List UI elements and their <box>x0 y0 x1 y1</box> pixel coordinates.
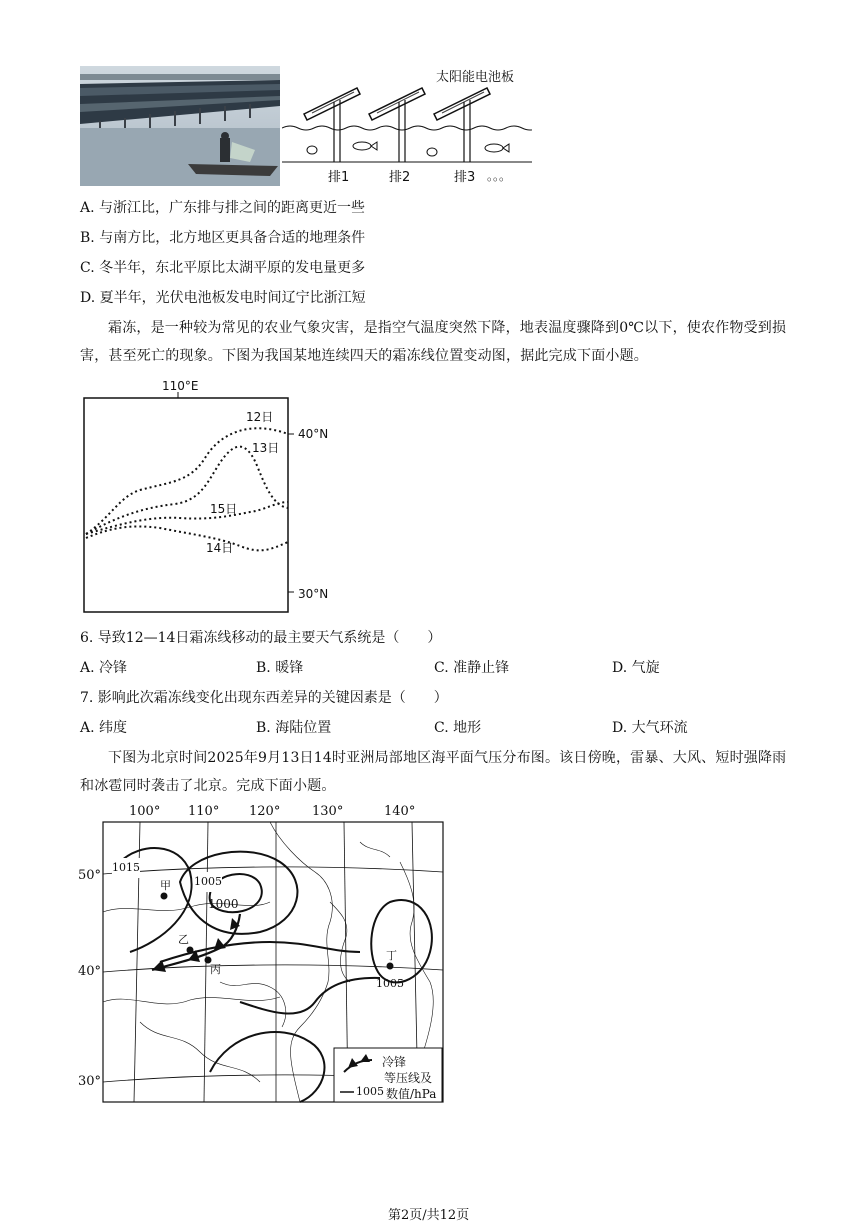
pm-legend-isobar-value: 1005 <box>356 1085 384 1098</box>
q7-option-a: A. 纬度 <box>80 720 128 736</box>
pm-lat-40: 40° <box>78 964 102 979</box>
pm-isobar-1000: 1000 <box>208 897 239 911</box>
frost-line-label-13: 13日 <box>252 441 280 455</box>
q7-option-c: C. 地形 <box>434 720 482 736</box>
pm-lat-30: 30° <box>78 1074 102 1089</box>
solar-panel-schematic <box>282 66 532 190</box>
row-ellipsis: 。。。 <box>487 169 512 183</box>
q7-option-d: D. 大气环流 <box>612 720 688 736</box>
q5-option-a: A. 与浙江比，广东排与排之间的距离更近一些 <box>80 200 366 216</box>
q6-option-c: C. 准静止锋 <box>434 660 510 676</box>
q5-option-d: D. 夏半年，光伏电池板发电时间辽宁比浙江短 <box>80 290 366 306</box>
lon-label-110e: 110°E <box>162 379 199 393</box>
pm-point-yi: 乙 <box>178 933 189 946</box>
lat-label-40n: 40°N <box>298 427 329 441</box>
q6-option-a: A. 冷锋 <box>80 660 128 676</box>
pm-isobar-1015: 1015 <box>112 858 140 878</box>
q6-stem: 6. 导致12—14日霜冻线移动的最主要天气系统是（ ） <box>80 630 442 646</box>
pm-lat-50: 50° <box>78 868 102 883</box>
q6-option-b: B. 暖锋 <box>256 660 304 676</box>
q5-option-c: C. 冬半年，东北平原比太湖平原的发电量更多 <box>80 260 366 276</box>
pm-isobar-1005-a: 1005 <box>194 872 222 892</box>
frost-line-label-14: 14日 <box>206 541 234 555</box>
lat-label-30n: 30°N <box>298 587 329 601</box>
q6-option-d: D. 气旋 <box>612 660 660 676</box>
frost-line-label-12: 12日 <box>246 410 274 424</box>
q7-stem: 7. 影响此次霜冻线变化出现东西差异的关键因素是（ ） <box>80 690 448 706</box>
pm-point-ding: 丁 <box>386 949 397 962</box>
pm-legend-isobar-2: 数值/hPa <box>386 1087 437 1101</box>
pm-legend-front: 冷锋 <box>382 1055 407 1069</box>
frost-line-label-15: 15日 <box>210 502 238 516</box>
page-footer: 第2页/共12页 <box>388 1208 470 1223</box>
pm-lon-110: 110° <box>188 804 220 819</box>
pm-lon-120: 120° <box>249 804 281 819</box>
pm-isobar-1005-b: 1005 <box>376 977 404 990</box>
row-label-3: 排3 <box>454 170 476 185</box>
pm-legend-isobar-1: 等压线及 <box>384 1071 433 1085</box>
pm-lon-100: 100° <box>129 804 161 819</box>
solar-farm-photo <box>80 66 280 186</box>
pressure-intro-paragraph: 下图为北京时间2025年9月13日14时亚洲局部地区海平面气压分布图。该日傍晚，雷暴、大风、短时强降雨和冰雹同时袭击了北京。完成下面小题。 <box>80 750 787 794</box>
pm-lon-130: 130° <box>312 804 344 819</box>
q5-option-b: B. 与南方比，北方地区更具备合适的地理条件 <box>80 230 366 246</box>
pm-point-bing: 丙 <box>210 963 221 976</box>
row-label-1: 排1 <box>328 170 350 185</box>
frost-line-map <box>80 378 340 618</box>
frost-intro-paragraph: 霜冻，是一种较为常见的农业气象灾害，是指空气温度突然下降，地表温度骤降到0℃以下，使农作物受到损害，甚至死亡的现象。下图为我国某地连续四天的霜冻线位置变动图，据此完成下面小题。 <box>80 320 787 364</box>
row-label-2: 排2 <box>389 170 411 185</box>
pm-lon-140: 140° <box>384 804 416 819</box>
q7-option-b: B. 海陆位置 <box>256 720 332 736</box>
sea-level-pressure-map <box>78 802 446 1104</box>
pm-point-jia: 甲 <box>160 879 171 892</box>
panel-label: 太阳能电池板 <box>436 70 515 85</box>
